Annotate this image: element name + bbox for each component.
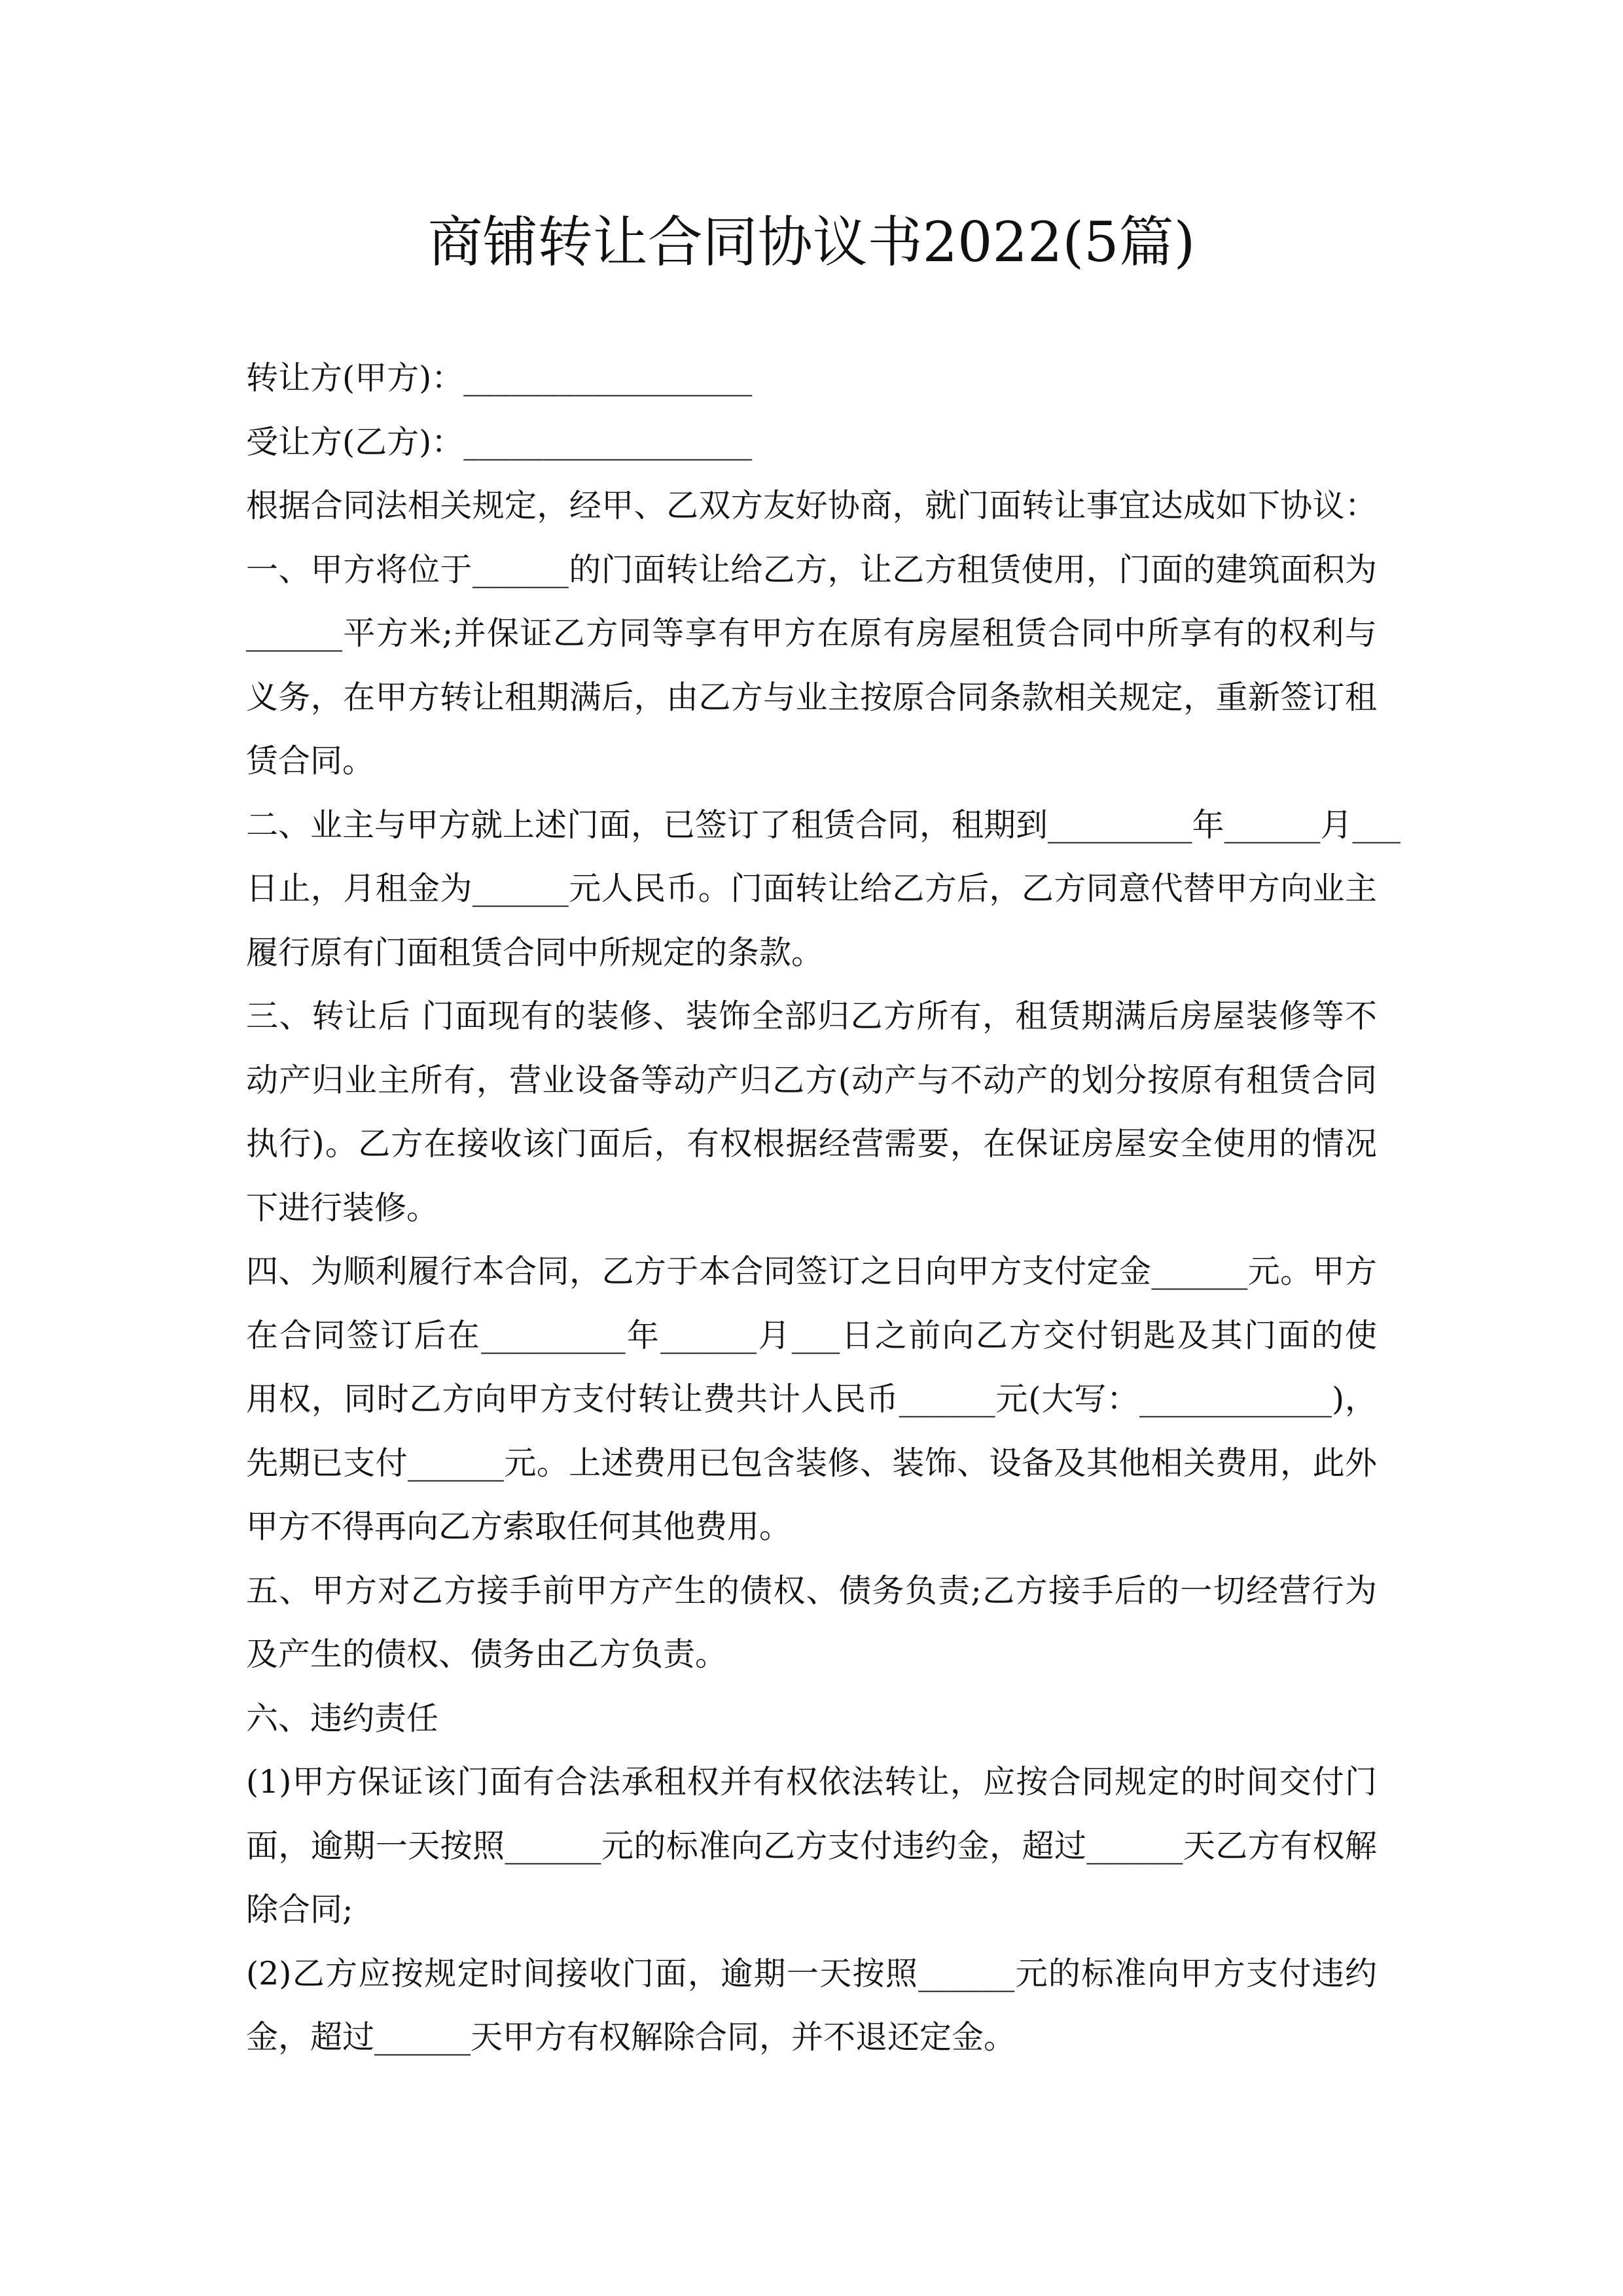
clause-2-line: 履行原有门面租赁合同中所规定的条款。 xyxy=(246,933,824,971)
clause-4-line: 用权，同时乙方向甲方支付转让费共计人民币______元(大写：____________)， xyxy=(246,1380,1377,1418)
clause-6-1-line: 除合同; xyxy=(246,1891,353,1928)
clause-4-line: 在合同签订后在_________年______月___日之前向乙方交付钥匙及其门面的使 xyxy=(246,1316,1377,1354)
clause-1-line: 赁合同。 xyxy=(246,742,375,780)
clause-6-heading: 六、违约责任 xyxy=(246,1699,439,1737)
clause-3-line: 三、转让后 门面现有的装修、装饰全部归乙方所有，租赁期满后房屋装修等不 xyxy=(246,997,1377,1035)
clause-3-line: 执行)。乙方在接收该门面后，有权根据经营需要，在保证房屋安全使用的情况 xyxy=(246,1125,1377,1162)
transferee-line: 受让方(乙方)：__________________ xyxy=(246,423,753,461)
clause-6-2-line: 金，超过______天甲方有权解除合同，并不退还定金。 xyxy=(246,2018,1016,2056)
clause-3-line: 下进行装修。 xyxy=(246,1189,439,1227)
clause-6-2-line: (2)乙方应按规定时间接收门面，逾期一天按照______元的标准向甲方支付违约 xyxy=(246,1954,1377,1992)
clause-1-line: 义务，在甲方转让租期满后，由乙方与业主按原合同条款相关规定，重新签订租 xyxy=(246,678,1377,716)
preamble: 根据合同法相关规定，经甲、乙双方友好协商，就门面转让事宜达成如下协议： xyxy=(246,487,1377,524)
clause-6-1-line: 面，逾期一天按照______元的标准向乙方支付违约金，超过______天乙方有权解 xyxy=(246,1827,1377,1865)
clause-1-line: ______平方米;并保证乙方同等享有甲方在原有房屋租赁合同中所享有的权利与 xyxy=(246,615,1377,652)
clause-4-line: 四、为顺利履行本合同，乙方于本合同签订之日向甲方支付定金______元。甲方 xyxy=(246,1253,1377,1290)
clause-4-line: 先期已支付______元。上述费用已包含装修、装饰、设备及其他相关费用，此外 xyxy=(246,1444,1377,1482)
clause-4-line: 甲方不得再向乙方索取任何其他费用。 xyxy=(246,1508,792,1545)
clause-6-1-line: (1)甲方保证该门面有合法承租权并有权依法转让，应按合同规定的时间交付门 xyxy=(246,1763,1377,1801)
clause-5-line: 及产生的债权、债务由乙方负责。 xyxy=(246,1636,728,1673)
document-body xyxy=(246,346,1401,2070)
clause-2-line: 日止，月租金为______元人民币。门面转让给乙方后，乙方同意代替甲方向业主 xyxy=(246,870,1377,907)
document-title: 商铺转让合同协议书2022(5篇) xyxy=(427,210,1196,274)
clause-2-line: 二、业主与甲方就上述门面，已签订了租赁合同，租期到_________年______月___ xyxy=(246,806,1401,844)
clause-1-line: 一、甲方将位于______的门面转让给乙方，让乙方租赁使用，门面的建筑面积为 xyxy=(246,550,1377,588)
clause-5-line: 五、甲方对乙方接手前甲方产生的债权、债务负责;乙方接手后的一切经营行为 xyxy=(246,1571,1377,1609)
transferor-line: 转让方(甲方)：__________________ xyxy=(246,359,753,397)
clause-3-line: 动产归业主所有，营业设备等动产归乙方(动产与不动产的划分按原有租赁合同 xyxy=(246,1061,1377,1099)
